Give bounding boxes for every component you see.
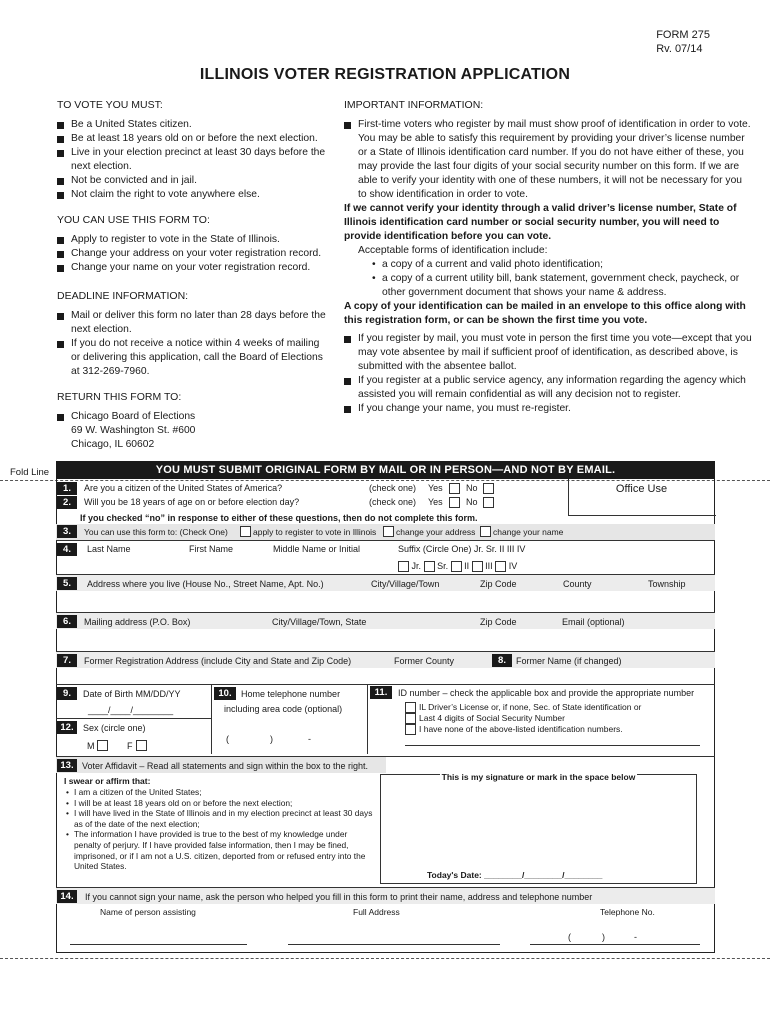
q13-swear-heading: I swear or affirm that:	[64, 776, 151, 786]
q4-middle-name-label: Middle Name or Initial	[273, 544, 361, 554]
suffix-iv-label: IV	[508, 561, 518, 571]
important-bold-2: A copy of your identification can be mailed in an envelope to this office along with this registration form, or can be shown the first time you vote.	[344, 301, 746, 326]
q14-help-label: If you cannot sign your name, ask the person who helped you fill in this form to print their name, address and telephone number	[85, 892, 593, 902]
q6-mailing-label: Mailing address (P.O. Box)	[84, 617, 191, 627]
return-heading: RETURN THIS FORM TO:	[57, 391, 182, 403]
list-item: • I will be at least 18 years old on or before the next election;	[66, 797, 293, 808]
q12-number: 12.	[57, 721, 77, 734]
q6-zip-label: Zip Code	[480, 617, 517, 627]
q8-number: 8.	[492, 654, 512, 667]
q11-id-number-line[interactable]	[405, 745, 700, 746]
q4-first-name-label: First Name	[189, 544, 234, 554]
deadline-list	[57, 309, 327, 379]
q14-name-line[interactable]	[70, 944, 247, 945]
q5-city-label: City/Village/Town	[371, 579, 440, 589]
return-list	[57, 410, 327, 452]
list-item: • I will have lived in the State of Illinois and in my election precinct at least 30 days as of the date of the next election;	[66, 808, 373, 829]
list-item: Change your name on your voter registration record.	[57, 261, 342, 275]
q5-township-label: Township	[648, 579, 686, 589]
use-form-section	[57, 213, 342, 275]
affidavit-text: I will have lived in the State of Illinois and in my election precinct at least 30 days as of the date of the next election;	[74, 808, 373, 829]
signature-box[interactable]	[380, 774, 697, 884]
q11-number: 11.	[370, 686, 392, 699]
signature-label	[380, 772, 697, 783]
list-item: Mail or deliver this form no later than 28 days before the next election.	[57, 309, 327, 337]
list-item: Not claim the right to vote anywhere else.	[57, 188, 337, 202]
q1-no-label: No	[466, 483, 478, 493]
q13-affidavit-label: Voter Affidavit – Read all statements and sign within the box to the right.	[82, 761, 369, 771]
q1-number: 1.	[57, 482, 77, 495]
affidavit-text: I am a citizen of the United States;	[74, 787, 202, 797]
form-number: FORM 275	[656, 29, 710, 41]
list-item: If you do not receive a notice within 4 weeks of mailing or delivering this application, call the Board of Elections at 312-269-7960.	[57, 337, 327, 379]
list-item: Not be convicted and in jail.	[57, 174, 337, 188]
q2-yes-checkbox[interactable]	[449, 497, 460, 508]
q5-county-label: County	[563, 579, 592, 589]
list-item: If you register by mail, you must vote in person the first time you vote—except that you may vote absentee by mail if sufficient proof of identification, as described above, is submitted with the absentee ballot.	[344, 332, 752, 374]
divider	[367, 684, 368, 754]
q1-no-checkbox[interactable]	[483, 483, 494, 494]
q14-address-line[interactable]	[288, 944, 500, 945]
list-item: Live in your election precinct at least 30 days before the next election.	[57, 146, 337, 174]
id-forms-list	[344, 258, 752, 300]
q2-number: 2.	[57, 496, 77, 509]
q11-id-label: ID number – check the applicable box and provide the appropriate number	[398, 688, 695, 698]
q2-yes-label: Yes	[428, 497, 443, 507]
use-form-heading: YOU CAN USE THIS FORM TO:	[57, 214, 210, 226]
suffix-sr-label: Sr.	[437, 561, 449, 571]
q6-city-state-label: City/Village/Town, State	[272, 617, 367, 627]
form-revision: Rv. 07/14	[656, 43, 703, 55]
q11-ssn-label: Last 4 digits of Social Security Number	[419, 713, 565, 723]
q12-sex-label: Sex (circle one)	[83, 723, 146, 733]
q13-affidavit-list	[66, 787, 376, 872]
q14-address-label: Full Address	[353, 907, 400, 917]
q3-name-label: change your name	[493, 527, 564, 537]
q4-number: 4.	[57, 543, 77, 556]
list-item: Change your address on your voter registration record.	[57, 247, 342, 261]
suffix-iii-label: III	[485, 561, 493, 571]
divider	[211, 684, 212, 754]
suffix-sr-checkbox[interactable]	[424, 561, 435, 572]
q5-address-label: Address where you live (House No., Street Name, Apt. No.)	[87, 579, 324, 589]
fold-line-label: Fold Line	[10, 467, 50, 478]
divider	[56, 540, 715, 541]
q3-register-label: apply to register to vote in Illinois	[253, 527, 377, 537]
q5-number: 5.	[57, 577, 77, 590]
q11-ssn-checkbox[interactable]	[405, 713, 416, 724]
q13-number: 13.	[57, 759, 77, 772]
list-item: • a copy of a current utility bill, bank statement, government check, paycheck, or other government document that shows your name & address.	[372, 272, 752, 300]
q11-none-checkbox[interactable]	[405, 724, 416, 735]
divider	[56, 684, 715, 685]
important-bold-1: If we cannot verify your identity through a valid driver’s license number, State of Illinois identification card number or social security number, you will need to provide identification before you can vote.	[344, 203, 737, 242]
q10-paren-close: )	[270, 734, 273, 744]
deadline-section	[57, 289, 327, 379]
return-section	[57, 390, 327, 452]
q2-text: Will you be 18 years of age on or before election day?	[84, 497, 300, 507]
list-item: If you change your name, you must re-register.	[344, 402, 752, 416]
acceptable-forms: Acceptable forms of identification include:	[358, 245, 548, 256]
q10-phone-label: Home telephone number	[241, 689, 341, 699]
list-item: Be at least 18 years old on or before the next election.	[57, 132, 337, 146]
q3-text: You can use this form to: (Check One)	[84, 527, 228, 537]
q4-suffix-label: Suffix (Circle One) Jr. Sr. II III IV	[398, 544, 526, 554]
list-item: If you register at a public service agency, any information regarding the agency which assisted you will remain confidential as will any decision not to register.	[344, 374, 752, 402]
deadline-heading: DEADLINE INFORMATION:	[57, 290, 189, 302]
bottom-fold-line	[0, 958, 770, 959]
q11-none-label: I have none of the above-listed identification numbers.	[419, 724, 623, 734]
list-item: First-time voters who register by mail must show proof of identification in order to vote. You may be able to satisfy this requirement by providing your driver’s license number or a State of Illinois identification card number. If you do not have either of these, you may provide the last four digits of your social security number on this form. If we are able to verify your identity with one of these numbers, it will not be necessary for you to show identification in order to vote.	[344, 118, 752, 202]
q10-paren-open: (	[226, 734, 229, 744]
q1-text: Are you a citizen of the United States of America?	[84, 483, 283, 493]
no-note: If you checked “no” in response to either of these questions, then do not complete this form.	[80, 513, 478, 523]
q3-register-checkbox[interactable]	[240, 526, 251, 537]
q7-number: 7.	[57, 654, 77, 667]
list-item: Apply to register to vote in the State of Illinois.	[57, 233, 342, 247]
q8-former-name-label: Former Name (if changed)	[516, 656, 622, 666]
list-item: • a copy of a current and valid photo identification;	[372, 258, 752, 272]
q14-number: 14.	[57, 890, 77, 903]
q2-no-label: No	[466, 497, 478, 507]
q4-last-name-label: Last Name	[87, 544, 131, 554]
q14-name-label: Name of person assisting	[100, 907, 196, 917]
q6-email-label: Email (optional)	[562, 617, 625, 627]
q14-phone-line[interactable]	[530, 944, 700, 945]
q10-number: 10.	[214, 687, 236, 700]
suffix-jr-label: Jr.	[411, 561, 422, 571]
q4-suffix-options	[398, 560, 517, 572]
important-list-bottom	[344, 332, 752, 416]
to-vote-heading: TO VOTE YOU MUST:	[57, 99, 163, 111]
q12-m-checkbox[interactable]	[97, 740, 108, 751]
office-use-label: Office Use	[615, 483, 668, 495]
q1-yes-checkbox[interactable]	[449, 483, 460, 494]
return-line: Chicago, IL 60602	[71, 439, 155, 450]
use-form-list	[57, 233, 342, 275]
return-line: 69 W. Washington St. #600	[71, 425, 196, 436]
q14-paren-close: )	[602, 932, 605, 942]
q12-m-label: M	[87, 741, 95, 751]
submit-banner: YOU MUST SUBMIT ORIGINAL FORM BY MAIL OR IN PERSON—AND NOT BY EMAIL.	[56, 461, 715, 479]
affidavit-text: I will be at least 18 years old on or before the next election;	[74, 797, 293, 808]
q6-number: 6.	[57, 615, 77, 628]
signature-label-text: This is my signature or mark in the space below	[441, 772, 636, 782]
list-item: • The information I have provided is true to the best of my knowledge under penalty of perjury. If I have provided false information, then I may be fined, imprisoned, or if I am not a U.S. citizen, deported from or refused entry into the United States.	[66, 829, 366, 872]
suffix-jr-checkbox[interactable]	[398, 561, 409, 572]
q10-dash: -	[308, 734, 311, 744]
important-heading: IMPORTANT INFORMATION:	[344, 99, 484, 111]
return-address	[57, 410, 327, 452]
important-list-top	[344, 118, 752, 202]
q7-former-county-label: Former County	[394, 656, 455, 666]
list-item: • I am a citizen of the United States;	[66, 787, 202, 797]
to-vote-section	[57, 98, 337, 202]
suffix-iii-checkbox[interactable]	[472, 561, 483, 572]
q14-phone-label: Telephone No.	[600, 907, 655, 917]
q7-former-address-label: Former Registration Address (include City and State and Zip Code)	[84, 656, 352, 666]
q2-check-one: (check one)	[369, 497, 417, 507]
q3-name-checkbox[interactable]	[480, 526, 491, 537]
q12-f-label: F	[127, 741, 133, 751]
q1-yes-label: Yes	[428, 483, 443, 493]
page-title: ILLINOIS VOTER REGISTRATION APPLICATION	[199, 66, 571, 83]
suffix-iv-checkbox[interactable]	[495, 561, 506, 572]
q3-address-checkbox[interactable]	[383, 526, 394, 537]
q5-zip-label: Zip Code	[480, 579, 517, 589]
q14-dash: -	[634, 932, 637, 942]
q11-license-checkbox[interactable]	[405, 702, 416, 713]
return-line: Chicago Board of Elections	[71, 411, 196, 422]
suffix-ii-label: II	[464, 561, 470, 571]
list-item: Be a United States citizen.	[57, 118, 337, 132]
q14-paren-open: (	[568, 932, 571, 942]
q11-license-label: IL Driver’s License or, if none, Sec. of State identification or	[419, 702, 642, 712]
q10-phone-sublabel: including area code (optional)	[224, 704, 343, 714]
to-vote-list	[57, 118, 337, 202]
todays-date-label[interactable]: Today's Date: ________/________/________	[427, 870, 603, 880]
q2-no-checkbox[interactable]	[483, 497, 494, 508]
q9-dob-label: Date of Birth MM/DD/YY	[83, 689, 181, 699]
q9-dob-blank[interactable]: ____/____/________	[88, 705, 174, 715]
q3-address-label: change your address	[396, 527, 476, 537]
divider	[56, 718, 211, 719]
form-id-block	[656, 28, 710, 56]
suffix-ii-checkbox[interactable]	[451, 561, 462, 572]
important-info-section	[344, 98, 752, 416]
affidavit-text: The information I have provided is true to the best of my knowledge under penalty of perjury. If I have provided false information, then I may be fined, imprisoned, or if I am not a U.S. citizen, deported from or refused entry into the United States.	[74, 829, 366, 872]
q3-number: 3.	[57, 525, 77, 538]
q9-number: 9.	[57, 687, 77, 700]
q12-f-checkbox[interactable]	[136, 740, 147, 751]
q1-check-one: (check one)	[369, 483, 417, 493]
